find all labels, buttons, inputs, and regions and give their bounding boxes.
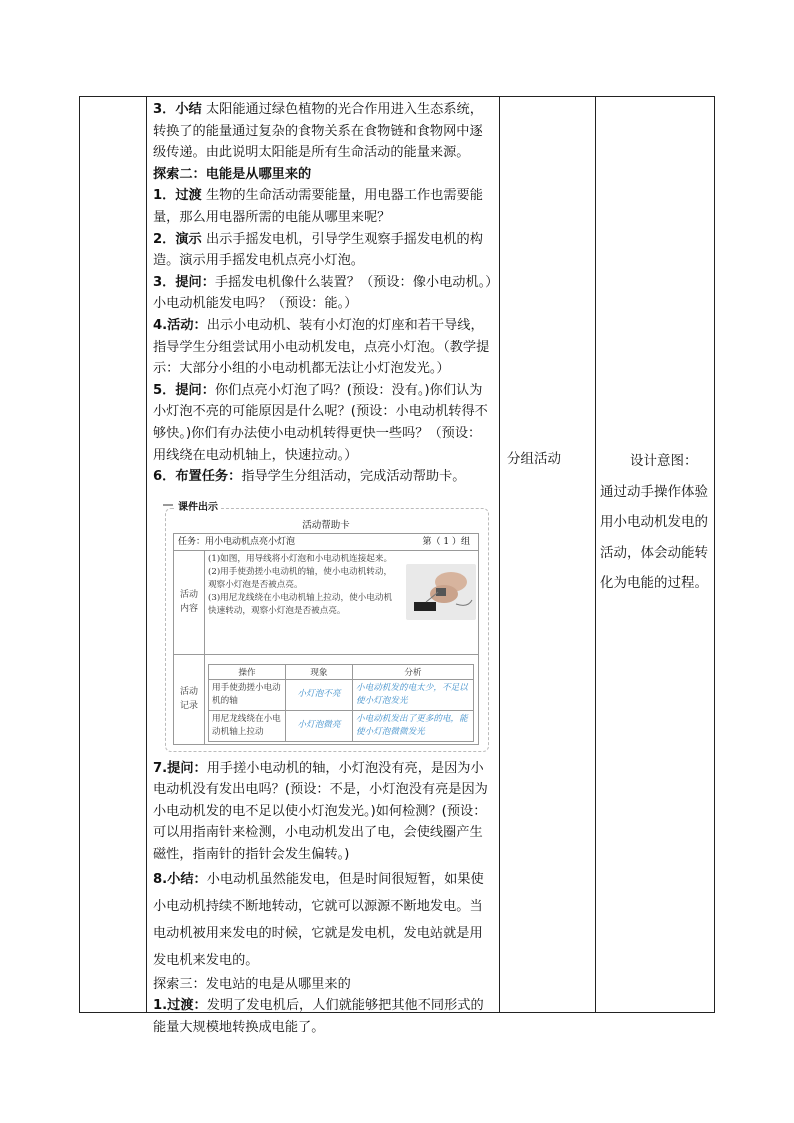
- activity-help-card: [161, 494, 491, 752]
- courseware-tag: 课件出示: [175, 498, 221, 513]
- question-paragraph-3: 7.提问：用手搓小电动机的轴，小灯泡没有亮，是因为小电动机没有发出电吗？(预设：不是，小灯泡没有亮是因为小电动机发的电不足以使小灯泡发光。)如何检测？(预设：可以用指南针来检测，小电动机发出了电，会使线圈产生磁性，指南针的指针会发生偏转。): [153, 760, 488, 863]
- header-analysis: 分析: [353, 664, 474, 679]
- table-row: [209, 710, 474, 741]
- analysis-cell: 小电动机发的电太少，不足以使小灯泡发光: [353, 679, 474, 710]
- design-intent-cell: [600, 446, 712, 599]
- record-header-row: [209, 664, 474, 679]
- demo-paragraph: 2．演示 出示手摇发电机，引导学生观察手摇发电机的构造。演示用手摇发电机点亮小灯泡。: [153, 231, 483, 269]
- column-divider: [499, 97, 500, 1012]
- step-item: (1)如图，用导线将小灯泡和小电动机连接起来。: [208, 553, 393, 564]
- explore-two-heading: 探索二：电能是从哪里来的: [153, 166, 312, 182]
- header-operation: 操作: [209, 664, 286, 679]
- question-paragraph: 3．提问：手摇发电机像什么装置？（预设：像小电动机。）小电动机能发电吗？（预设：能。）: [153, 274, 492, 312]
- question-paragraph-2: 5．提问：你们点亮小灯泡了吗？(预设：没有。)你们认为小灯泡不亮的可能原因是什么呢？(预设：小电动机转得不够快。)你们有办法使小电动机转得更快一些吗？（预设：用线绕在电动机轴上，快速拉动。）: [153, 382, 488, 463]
- design-intent-title: 设计意图：: [630, 453, 698, 469]
- analysis-cell: 小电动机发出了更多的电，能使小灯泡微微发光: [353, 710, 474, 741]
- step-item: (3)用尼龙线绕在小电动机轴上拉动，使小电动机快速转动，观察小灯泡是否被点亮。: [208, 592, 393, 616]
- activity-content-label: 活动内容: [174, 550, 205, 654]
- transition-paragraph: 1．过渡 生物的生命活动需要能量，用电器工作也需要能量，那么用电器所需的电能从哪里来呢？: [153, 188, 483, 225]
- steps-list: [208, 553, 394, 618]
- card-title: 活动帮助卡: [302, 519, 350, 531]
- summary-paragraph: 3．小结 太阳能通过绿色植物的光合作用进入生态系统，转换了的能量通过复杂的食物关系在食物链和食物网中逐级传递。由此说明太阳能是所有生命活动的能量来源。: [153, 102, 483, 161]
- header-phenomenon: 现象: [286, 664, 353, 679]
- column-divider: [595, 97, 596, 1012]
- design-intent-body: 通过动手操作体验用小电动机发电的活动，体会动能转化为电能的过程。: [600, 483, 708, 591]
- motor-photo: [406, 564, 476, 620]
- lesson-table: [79, 96, 715, 1035]
- phenomenon-cell: 小灯泡不亮: [286, 679, 353, 710]
- task-row: [174, 534, 478, 551]
- activity-paragraph: 4.活动：出示小电动机、装有小灯泡的灯座和若干导线，指导学生分组尝试用小电动机发电，点亮小灯泡。（教学提示：大部分小组的小电动机都无法让小灯泡发光。）: [153, 317, 490, 377]
- task-text: 任务：用小电动机点亮小灯泡: [178, 536, 296, 547]
- activity-content-section: [174, 550, 478, 655]
- step-item: (2)用手使劲搓小电动机的轴，使小电动机转动，观察小灯泡是否被点亮。: [208, 566, 393, 590]
- group-number: 第（ 1 ）组: [422, 536, 470, 547]
- table-row: [209, 679, 474, 710]
- student-activity-cell: 分组活动: [507, 451, 561, 467]
- operation-cell: 用尼龙线绕在小电动机轴上拉动: [209, 710, 286, 741]
- record-table: [208, 664, 474, 742]
- phenomenon-cell: 小灯泡微亮: [286, 710, 353, 741]
- transition-paragraph-2: 1.过渡：发明了发电机后，人们就能够把其他不同形式的能量大规模地转换成电能了。: [153, 998, 484, 1035]
- task-paragraph: 6．布置任务：指导学生分组活动，完成活动帮助卡。: [153, 469, 466, 485]
- activity-record-section: [174, 654, 478, 744]
- teaching-process-cell: [147, 97, 499, 1038]
- operation-cell: 用手使劲搓小电动机的轴: [209, 679, 286, 710]
- card-body: [173, 533, 479, 745]
- summary-paragraph-2: 8.小结：小电动机虽然能发电，但是时间很短暂，如果使小电动机持续不断地转动，它就可以源源不断地发电。当电动机被用来发电的时候，它就是发电机，发电站就是用发电机来发电的。: [153, 871, 484, 968]
- explore-three-heading: 探索三：发电站的电是从哪里来的: [153, 976, 351, 992]
- activity-record-label: 活动记录: [174, 654, 205, 744]
